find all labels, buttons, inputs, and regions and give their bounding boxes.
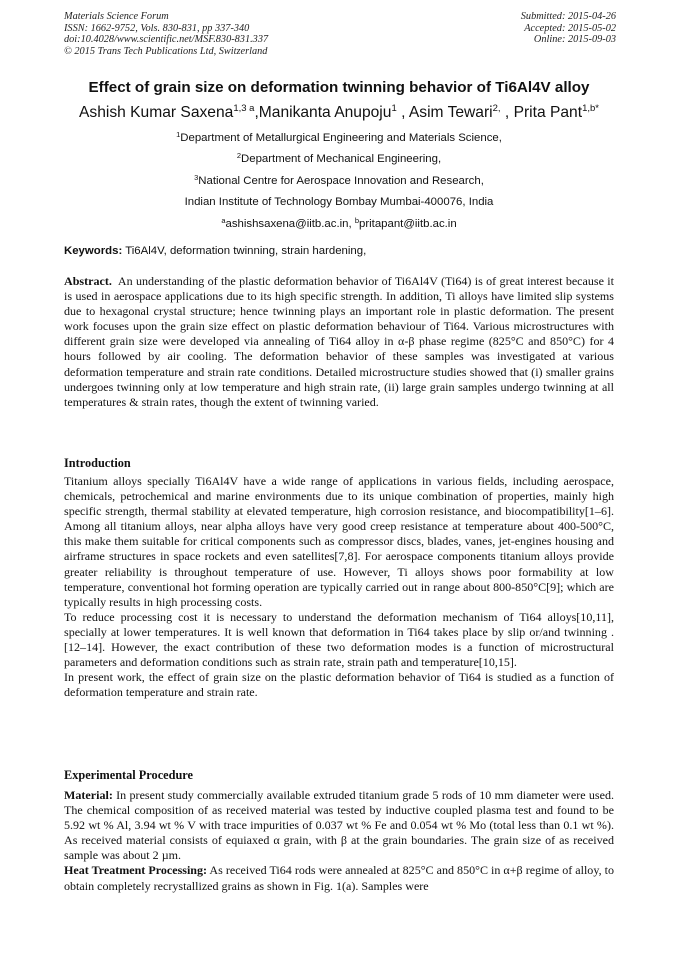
journal-copyright: © 2015 Trans Tech Publications Ltd, Switzerland <box>64 45 268 57</box>
email-link[interactable]: pritapant@iitb.ac.in <box>359 218 457 230</box>
author-sup: 1,3 a <box>233 103 255 114</box>
affiliation-sup: 1 <box>176 130 181 139</box>
institute-text: Indian Institute of Technology Bombay Mumbai-400076, India <box>184 196 494 208</box>
section-heading-introduction: Introduction <box>64 456 131 470</box>
heat-treatment-text: As received Ti64 rods were annealed at 825°C and 850°C in α+β regime of alloy, to obtain completely recrystallized grains as shown in Fig. 1(a). Samples were <box>64 863 614 893</box>
heat-treatment-label: Heat Treatment Processing: <box>64 863 208 878</box>
keywords <box>64 245 366 257</box>
email-sup: b <box>354 216 359 225</box>
journal-name: Materials Science Forum <box>64 11 169 22</box>
affiliation-2 <box>0 153 678 165</box>
paragraph: Titanium alloys specially Ti6Al4V have a wide range of applications in various fields, including aerospace, chemicals, petrochemical and marine environments due to its unique combination of properties, mainly high specific strength, thermal stability at elevated temperature, high corrosion resistance, and biocompatibility[1–6]. Among all titanium alloys, near alpha alloys have very good creep resistance at temperature about 400-500°C, this make them suitable for critical components such as compressor discs, blades, vanes, jet-engines housing and airframe structures in space rockets and even satellites[7,8]. For aerospace components titanium alloys provide greater reliability is throughout temperature of use. However, Ti alloys shows poor formability at low temperature, conventional hot forming operation are typically carried out in range about 800-850°C[9]; which are typically results in high processing costs. <box>64 474 614 609</box>
keywords-text: Ti6Al4V, deformation twinning, strain hardening, <box>125 245 367 257</box>
abstract-label: Abstract. <box>64 274 112 288</box>
author-name: Ashish Kumar Saxena <box>79 104 234 121</box>
journal-header-left <box>64 11 268 57</box>
paper-title: Effect of grain size on deformation twinning behavior of Ti6Al4V alloy <box>88 79 590 96</box>
author-list <box>0 104 678 122</box>
accepted-date: Accepted: 2015-05-02 <box>524 22 616 34</box>
material-label: Material: <box>64 788 113 802</box>
paragraph: In present work, the effect of grain size on the plastic deformation behavior of Ti64 is studied as a function of deformation temperature and strain rate. <box>64 670 614 700</box>
journal-header-right <box>521 11 616 46</box>
affiliation-sup: 2 <box>236 151 242 160</box>
affiliation-text: Department of Mechanical Engineering, <box>241 153 442 165</box>
abstract <box>64 274 614 410</box>
experimental-body <box>64 788 614 894</box>
affiliation-institute <box>0 196 678 208</box>
submitted-date: Submitted: 2015-04-26 <box>520 11 616 22</box>
affiliation-3 <box>0 175 678 187</box>
paragraph: To reduce processing cost it is necessary to understand the deformation mechanism of Ti64 alloys[10,11], specially at lower temperatures. It is well known that deformation in Ti64 takes place by slip or/and twinning .[12–14]. However, the exact contribution of these two deformation modes is a function of microstructural parameters and deformation conditions such as strain rate, strain path and temperature[10,15]. <box>64 609 614 670</box>
author-name: ,Manikanta Anupoju <box>254 104 392 121</box>
author-sup: 1 <box>391 103 397 114</box>
author-name: , Prita Pant <box>500 104 583 121</box>
keywords-label: Keywords: <box>64 245 123 257</box>
affiliation-1 <box>0 132 678 144</box>
section-heading-experimental: Experimental Procedure <box>64 768 193 782</box>
material-text: In present study commercially available extruded titanium grade 5 rods of 10 mm diameter were used. The chemical composition of as received material was tested by inductive coupled plasma test and found to be 5.92 wt % Al, 3.94 wt % V with trace impurities of 0.037 wt % Fe and 0.054 wt % Mo (total less than 0.1 wt %). As received material consists of equiaxed α grain, with β at the grain boundaries. The grain size of as received sample was about 2 µm. <box>64 788 614 863</box>
introduction-body <box>64 474 614 700</box>
affiliation-text: National Centre for Aerospace Innovation and Research, <box>198 175 484 187</box>
author-sup: 2, <box>492 103 501 114</box>
author-name: , Asim Tewari <box>396 104 493 121</box>
author-emails <box>0 218 678 230</box>
affiliation-sup: 3 <box>194 173 199 182</box>
journal-issn: ISSN: 1662-9752, Vols. 830-831, pp 337-340 <box>64 22 250 34</box>
email-link[interactable]: ashishsaxena@iitb.ac.in, <box>225 218 352 230</box>
journal-doi: doi:10.4028/www.scientific.net/MSF.830-831.337 <box>64 34 269 46</box>
affiliation-text: Department of Metallurgical Engineering and Materials Science, <box>180 132 502 144</box>
online-date: Online: 2015-09-03 <box>533 34 616 46</box>
email-sup: a <box>221 216 226 225</box>
author-sup: 1,b* <box>582 103 599 114</box>
abstract-text: An understanding of the plastic deformation behavior of Ti6Al4V (Ti64) is of great interest because it is used in aerospace applications due to its high specific strength. In addition, Ti alloys have limited slip systems due to hexagonal crystal structure; hence twinning plays an important role in plastic deformation. The present work focuses upon the grain size effect on plastic deformation behaviour of Ti64. Various microstructures with different grain size were developed via annealing of Ti64 alloy in α-β phase regime (825°C and 850°C) for 4 hours followed by air cooling. The deformation behavior of these samples was investigated at various deformation temperature and strain rate conditions. Detailed microstructure studies showed that (i) smaller grains undergoes twinning only at low temperature and high strain rate, (ii) large grain samples undergo twinning at all temperatures & strain rates, though the extent of twinning varied. <box>64 274 614 409</box>
